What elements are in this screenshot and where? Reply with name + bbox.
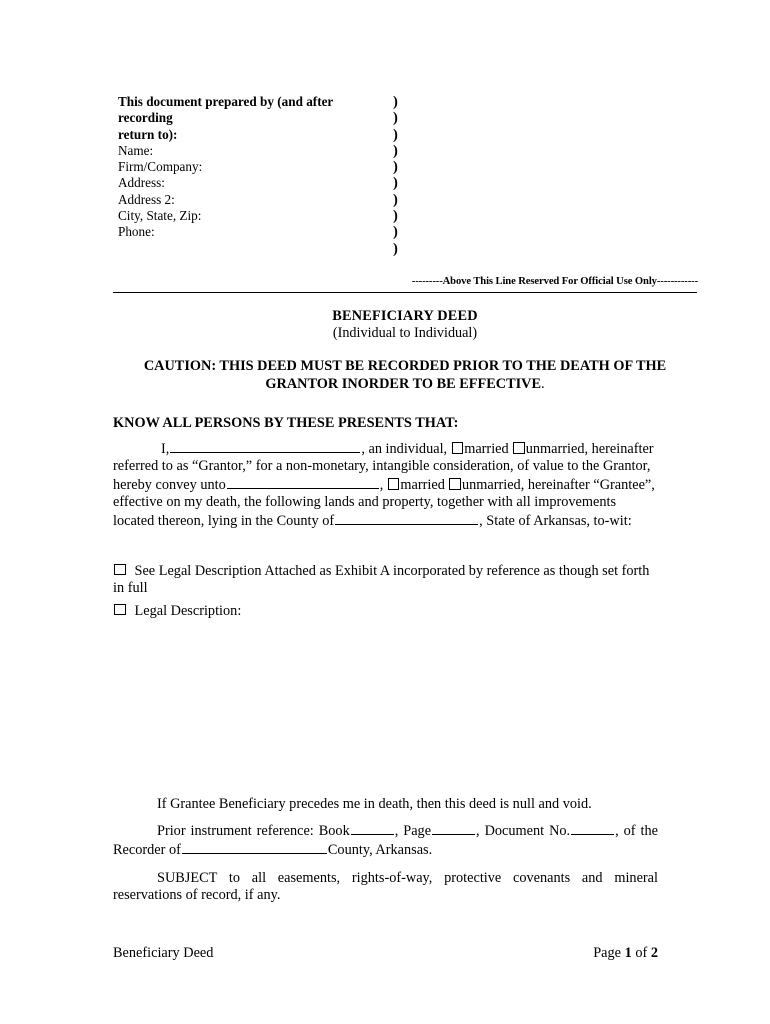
- legal-description-option-exhibit[interactable]: [113, 563, 661, 597]
- improvements-clause: improvements located thereon, lying in the County of: [113, 494, 617, 530]
- caution-line-2: GRANTOR INORDER TO BE EFFECTIVE: [265, 376, 542, 392]
- page-title: BENEFICIARY DEED: [332, 308, 478, 324]
- caution-line-1: CAUTION: THIS DEED MUST BE RECORDED PRIOR TO THE DEATH OF THE: [143, 358, 667, 374]
- paren-mark: ): [393, 224, 398, 241]
- recorder-line: [113, 840, 658, 859]
- grantee-married-label: married: [400, 477, 445, 494]
- caution-period: .: [541, 376, 545, 392]
- legal-description-option-inline[interactable]: [113, 603, 661, 620]
- checkbox-grantee-married[interactable]: [388, 478, 400, 490]
- paren-mark: ): [393, 208, 398, 225]
- checkbox-grantor-unmarried[interactable]: [513, 442, 525, 454]
- paren-mark: ): [393, 126, 398, 143]
- arkansas-to-wit: Arkansas, to-wit:: [533, 513, 632, 530]
- paren-column: [393, 94, 398, 257]
- null-and-void-paragraph: [113, 796, 658, 813]
- recorder-county-blank[interactable]: [182, 840, 327, 854]
- field-label-firm-company: Firm/Company:: [118, 159, 203, 175]
- legal-description-option-1-label: See Legal Description Attached as Exhibit A incorporated by reference as though set forth in full: [113, 563, 650, 597]
- conveyance-paragraph: [113, 439, 658, 530]
- caution-notice: [113, 357, 697, 393]
- null-and-void-text: If Grantee Beneficiary precedes me in death, then this deed is null and void.: [157, 796, 592, 812]
- checkbox-grantee-unmarried[interactable]: [449, 478, 461, 490]
- footer-page-word: Page: [593, 945, 622, 961]
- footer-page-indicator: [593, 945, 658, 962]
- paren-mark: ): [393, 191, 398, 208]
- after-convey-comma: ,: [379, 477, 384, 494]
- field-label-name: Name:: [118, 142, 154, 158]
- paren-mark: ): [393, 94, 398, 110]
- grantee-unmarried-label: unmarried, hereinafter: [461, 477, 590, 494]
- subject-to-text: SUBJECT to all easements, rights-of-way, protective covenants and mineral reservations of record, if any.: [113, 870, 658, 904]
- know-all-persons-heading: KNOW ALL PERSONS BY THESE PRESENTS THAT:: [113, 415, 459, 431]
- checkbox-legal-description[interactable]: [114, 604, 126, 616]
- footer-document-name: Beneficiary Deed: [113, 945, 214, 961]
- paren-mark: ): [393, 110, 398, 127]
- book-blank[interactable]: [351, 821, 394, 835]
- county-arkansas-text: County, Arkansas.: [327, 842, 433, 859]
- recorder-of-label: Recorder of: [113, 842, 181, 859]
- footer-page-number: 1: [624, 945, 632, 961]
- state-of-text: , State of: [479, 513, 531, 530]
- page-blank[interactable]: [432, 821, 475, 835]
- grantor-married-label: married: [464, 441, 509, 457]
- paren-mark: ): [393, 142, 398, 159]
- prior-instrument-lead: Prior instrument reference: Book: [157, 823, 350, 839]
- of-the-text: , of the: [615, 823, 658, 839]
- field-label-address-2: Address 2:: [118, 191, 175, 207]
- field-label-phone: Phone:: [118, 224, 155, 240]
- subject-to-paragraph: [113, 870, 658, 904]
- after-name-text: , an individual,: [361, 441, 448, 457]
- grantee-name-blank[interactable]: [227, 475, 379, 489]
- grantor-unmarried-label: unmarried,: [525, 441, 589, 457]
- page-label: , Page: [394, 823, 432, 839]
- convey-lead-text: Grantor, hereby convey unto: [113, 458, 651, 494]
- prepared-by-heading-line-2: return to):: [118, 126, 178, 142]
- county-blank[interactable]: [335, 511, 478, 525]
- page-subtitle: (Individual to Individual): [332, 325, 478, 341]
- grantee-clause: “Grantee”, effective on my death, the following lands and property, together with all: [113, 477, 655, 511]
- footer-of-word: of: [635, 945, 648, 961]
- prepared-by-heading: [118, 94, 390, 143]
- paren-mark: ): [393, 240, 398, 257]
- checkbox-exhibit-a[interactable]: [114, 564, 126, 576]
- prior-instrument-paragraph: [113, 821, 658, 859]
- checkbox-grantor-married[interactable]: [452, 442, 464, 454]
- document-no-label: , Document No.: [476, 823, 571, 839]
- legal-description-option-2-label: Legal Description:: [134, 603, 242, 619]
- paren-mark: ): [393, 175, 398, 192]
- grantor-clause: hereinafter referred to as “Grantor,” for a non-monetary, intangible consideration, of value to the: [113, 441, 654, 475]
- i-label: I,: [161, 441, 170, 457]
- field-label-address: Address:: [118, 175, 165, 191]
- field-label-city-state-zip: City, State, Zip:: [118, 208, 202, 224]
- page-footer: [113, 945, 658, 962]
- paren-mark: ): [393, 159, 398, 176]
- document-no-blank[interactable]: [571, 821, 614, 835]
- header-divider-rule: [113, 292, 697, 293]
- official-use-note: ---------Above This Line Reserved For Official Use Only------------: [411, 276, 698, 287]
- prepared-by-block: [118, 94, 408, 241]
- prepared-by-heading-line-1: This document prepared by (and after recording: [118, 94, 334, 126]
- footer-total-pages: 2: [650, 945, 658, 961]
- grantor-name-blank[interactable]: [170, 439, 360, 453]
